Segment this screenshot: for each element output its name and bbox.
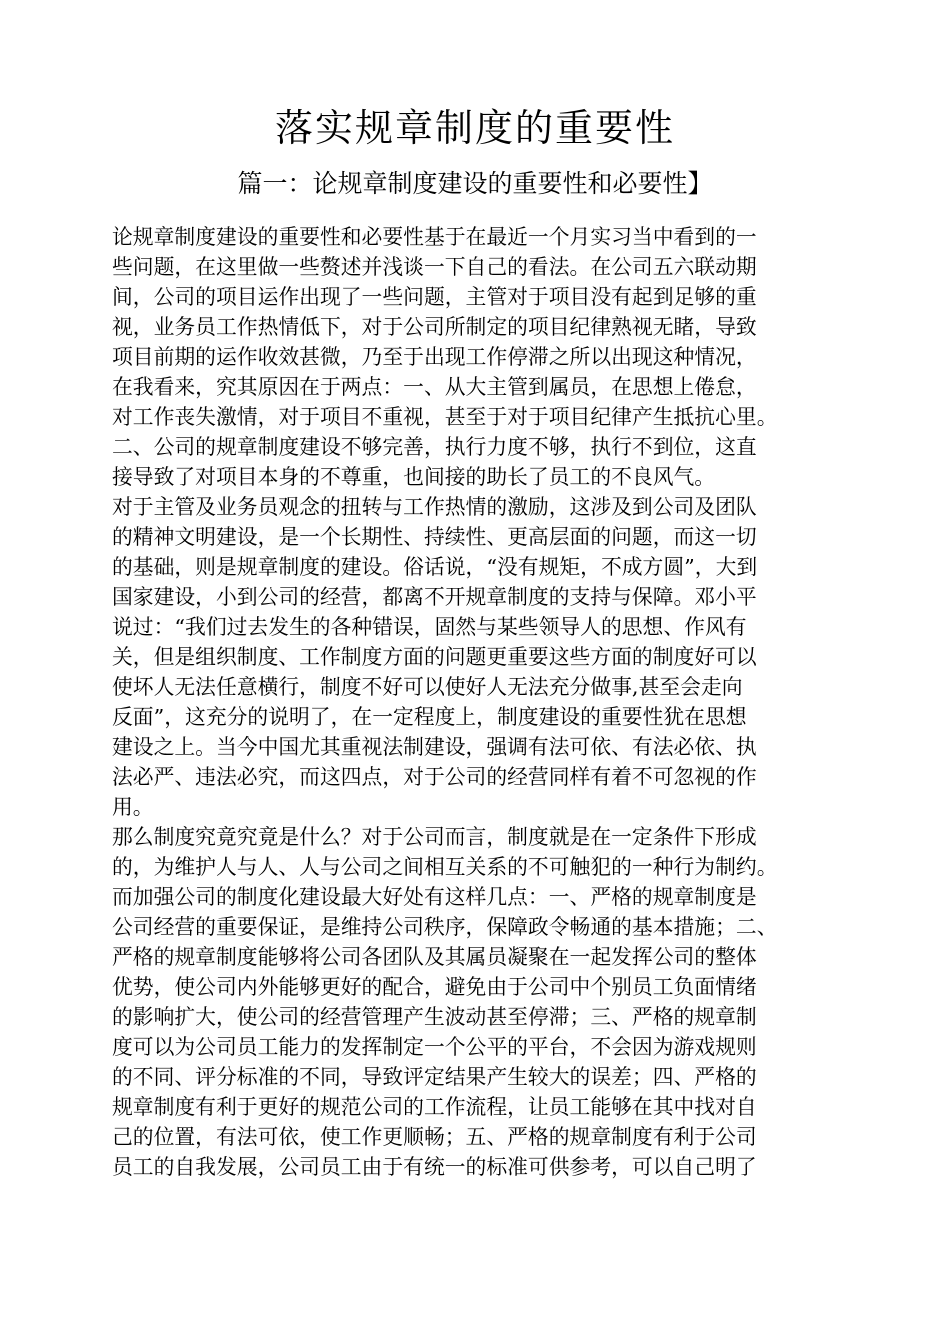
body-text-line: 国家建设，小到公司的经营，都离不开规章制度的支持与保障。邓小平 xyxy=(112,585,757,609)
body-text-line: 的基础，则是规章制度的建设。俗话说，“没有规矩，不成方圆”，大到 xyxy=(112,555,758,579)
body-text-line: 公司经营的重要保证，是维持公司秩序，保障政令畅通的基本措施；二、 xyxy=(112,915,778,939)
body-text-line: 严格的规章制度能够将公司各团队及其属员凝聚在一起发挥公司的整体 xyxy=(112,945,757,969)
body-text-line: 项目前期的运作收效甚微，乃至于出现工作停滞之所以出现这种情况， xyxy=(112,345,757,369)
body-text-line: 优势，使公司内外能够更好的配合，避免由于公司中个别员工负面情绪 xyxy=(112,975,757,999)
body-text-line: 的影响扩大，使公司的经营管理产生波动甚至停滞；三、严格的规章制 xyxy=(112,1005,757,1029)
body-text-line: 而加强公司的制度化建设最大好处有这样几点：一、严格的规章制度是 xyxy=(112,885,757,909)
body-text-line: 规章制度有利于更好的规范公司的工作流程，让员工能够在其中找对自 xyxy=(112,1095,757,1119)
body-text-line: 反面”，这充分的说明了，在一定程度上，制度建设的重要性犹在思想 xyxy=(112,705,747,729)
body-text-line: 对于主管及业务员观念的扭转与工作热情的激励，这涉及到公司及团队 xyxy=(112,495,757,519)
body-text-line: 度可以为公司员工能力的发挥制定一个公平的平台，不会因为游戏规则 xyxy=(112,1035,757,1059)
body-text-line: 些问题，在这里做一些赘述并浅谈一下自己的看法。在公司五六联动期 xyxy=(112,255,757,279)
body-text-line: 二、公司的规章制度建设不够完善，执行力度不够，执行不到位，这直 xyxy=(112,435,757,459)
body-text-line: 员工的自我发展，公司员工由于有统一的标准可供参考，可以自己明了 xyxy=(112,1155,757,1179)
document-subtitle: 篇一：论规章制度建设的重要性和必要性】 xyxy=(237,169,713,198)
body-text-line: 接导致了对项目本身的不尊重，也间接的助长了员工的不良风气。 xyxy=(112,465,716,489)
body-text-line: 关，但是组织制度、工作制度方面的问题更重要这些方面的制度好可以 xyxy=(112,645,757,669)
body-text-line: 那么制度究竟究竟是什么？对于公司而言，制度就是在一定条件下形成 xyxy=(112,825,757,849)
body-text-line: 说过：“我们过去发生的各种错误，固然与某些领导人的思想、作风有 xyxy=(112,615,747,639)
body-text-line: 使坏人无法任意横行，制度不好可以使好人无法充分做事,甚至会走向 xyxy=(112,675,743,699)
body-text-line: 论规章制度建设的重要性和必要性基于在最近一个月实习当中看到的一 xyxy=(112,225,757,249)
body-text-line: 建设之上。当今中国尤其重视法制建设，强调有法可依、有法必依、执 xyxy=(112,735,757,759)
body-text-line: 的，为维护人与人、人与公司之间相互关系的不可触犯的一种行为制约。 xyxy=(112,855,778,879)
body-text-line: 在我看来，究其原因在于两点：一、从大主管到属员，在思想上倦怠， xyxy=(112,375,757,399)
body-text-line: 间，公司的项目运作出现了一些问题，主管对于项目没有起到足够的重 xyxy=(112,285,757,309)
body-text-line: 对工作丧失激情，对于项目不重视，甚至于对于项目纪律产生抵抗心里。 xyxy=(112,405,778,429)
body-text-line: 视，业务员工作热情低下，对于公司所制定的项目纪律熟视无睹，导致 xyxy=(112,315,757,339)
document-title: 落实规章制度的重要性 xyxy=(274,106,675,150)
body-text-line: 的不同、评分标准的不同，导致评定结果产生较大的误差；四、严格的 xyxy=(112,1065,757,1089)
body-text-line: 法必严、违法必究，而这四点，对于公司的经营同样有着不可忽视的作 xyxy=(112,765,757,789)
body-text-line: 的精神文明建设，是一个长期性、持续性、更高层面的问题，而这一切 xyxy=(112,525,757,549)
body-text-line: 己的位置，有法可依，使工作更顺畅；五、严格的规章制度有利于公司 xyxy=(112,1125,757,1149)
body-text-line: 用。 xyxy=(112,795,154,819)
